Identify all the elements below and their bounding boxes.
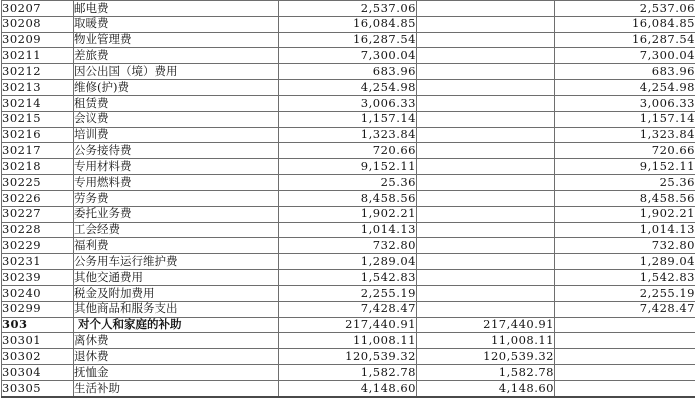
amount-1-cell: 1,323.84 <box>279 127 417 143</box>
code-cell: 30299 <box>2 301 74 317</box>
item-name-cell: 取暖费 <box>74 16 279 32</box>
item-name-cell: 离休费 <box>74 333 279 349</box>
amount-2-cell <box>417 80 555 96</box>
amount-1-cell: 732.80 <box>279 238 417 254</box>
amount-1-cell: 16,084.85 <box>279 16 417 32</box>
table-row <box>2 32 695 48</box>
amount-3-cell: 3,006.33 <box>555 95 695 111</box>
amount-2-cell: 1,582.78 <box>417 365 555 381</box>
amount-3-cell: 1,323.84 <box>555 127 695 143</box>
amount-2-cell <box>417 175 555 191</box>
amount-1-cell: 11,008.11 <box>279 333 417 349</box>
item-name-cell: 其他交通费用 <box>74 270 279 286</box>
table-row <box>2 80 695 96</box>
item-name-cell: 劳务费 <box>74 190 279 206</box>
code-cell: 30227 <box>2 206 74 222</box>
code-cell: 30228 <box>2 222 74 238</box>
table-row <box>2 64 695 80</box>
item-name-cell: 工会经费 <box>74 222 279 238</box>
item-name-cell: 物业管理费 <box>74 32 279 48</box>
amount-2-cell <box>417 222 555 238</box>
table-row <box>2 159 695 175</box>
amount-1-cell: 4,254.98 <box>279 80 417 96</box>
code-cell: 30225 <box>2 175 74 191</box>
amount-3-cell: 9,152.11 <box>555 159 695 175</box>
table-row <box>2 127 695 143</box>
amount-1-cell: 1,582.78 <box>279 365 417 381</box>
table-row <box>2 301 695 317</box>
table-row <box>2 16 695 32</box>
amount-3-cell: 7,428.47 <box>555 301 695 317</box>
table-body <box>2 1 695 398</box>
table-row <box>2 206 695 222</box>
amount-2-cell <box>417 143 555 159</box>
amount-1-cell: 7,300.04 <box>279 48 417 64</box>
amount-2-cell <box>417 190 555 206</box>
amount-3-cell: 1,014.13 <box>555 222 695 238</box>
table-row <box>2 222 695 238</box>
item-name-cell: 福利费 <box>74 238 279 254</box>
amount-3-cell <box>555 333 695 349</box>
item-name-cell: 邮电费 <box>74 1 279 17</box>
amount-1-cell: 7,428.47 <box>279 301 417 317</box>
amount-3-cell: 683.96 <box>555 64 695 80</box>
amount-3-cell: 16,287.54 <box>555 32 695 48</box>
amount-1-cell: 3,006.33 <box>279 95 417 111</box>
table-row <box>2 48 695 64</box>
table-row <box>2 254 695 270</box>
item-name-cell: 维修(护)费 <box>74 80 279 96</box>
code-cell: 30301 <box>2 333 74 349</box>
amount-1-cell: 8,458.56 <box>279 190 417 206</box>
amount-1-cell: 720.66 <box>279 143 417 159</box>
code-cell: 30214 <box>2 95 74 111</box>
item-name-cell: 差旅费 <box>74 48 279 64</box>
amount-2-cell <box>417 270 555 286</box>
amount-2-cell <box>417 206 555 222</box>
amount-3-cell: 732.80 <box>555 238 695 254</box>
item-name-cell: 培训费 <box>74 127 279 143</box>
amount-3-cell <box>555 365 695 381</box>
amount-2-cell <box>417 254 555 270</box>
amount-2-cell <box>417 16 555 32</box>
amount-3-cell: 1,542.83 <box>555 270 695 286</box>
code-cell: 30207 <box>2 1 74 17</box>
amount-2-cell: 120,539.32 <box>417 349 555 365</box>
amount-2-cell <box>417 301 555 317</box>
code-cell: 30229 <box>2 238 74 254</box>
amount-3-cell <box>555 317 695 333</box>
table-row <box>2 190 695 206</box>
code-cell: 30305 <box>2 380 74 397</box>
amount-2-cell <box>417 159 555 175</box>
amount-1-cell: 1,157.14 <box>279 111 417 127</box>
item-name-cell: 委托业务费 <box>74 206 279 222</box>
amount-1-cell: 683.96 <box>279 64 417 80</box>
item-name-cell: 专用燃料费 <box>74 175 279 191</box>
amount-1-cell: 25.36 <box>279 175 417 191</box>
amount-1-cell: 120,539.32 <box>279 349 417 365</box>
amount-1-cell: 4,148.60 <box>279 380 417 397</box>
amount-1-cell: 2,537.06 <box>279 1 417 17</box>
amount-3-cell: 1,289.04 <box>555 254 695 270</box>
amount-2-cell <box>417 32 555 48</box>
amount-1-cell: 2,255.19 <box>279 285 417 301</box>
table-row <box>2 349 695 365</box>
amount-3-cell <box>555 380 695 397</box>
item-name-cell: 专用材料费 <box>74 159 279 175</box>
code-cell: 30231 <box>2 254 74 270</box>
amount-1-cell: 1,542.83 <box>279 270 417 286</box>
code-cell: 30212 <box>2 64 74 80</box>
code-cell: 303 <box>2 317 74 333</box>
amount-2-cell: 4,148.60 <box>417 380 555 397</box>
amount-2-cell <box>417 127 555 143</box>
code-cell: 30208 <box>2 16 74 32</box>
item-name-cell: 公务用车运行维护费 <box>74 254 279 270</box>
table-row <box>2 238 695 254</box>
amount-3-cell: 1,902.21 <box>555 206 695 222</box>
code-cell: 30217 <box>2 143 74 159</box>
amount-3-cell: 7,300.04 <box>555 48 695 64</box>
amount-1-cell: 16,287.54 <box>279 32 417 48</box>
code-cell: 30240 <box>2 285 74 301</box>
code-cell: 30213 <box>2 80 74 96</box>
item-name-cell: 生活补助 <box>74 380 279 397</box>
item-name-cell: 退休费 <box>74 349 279 365</box>
table-row <box>2 95 695 111</box>
table-row <box>2 333 695 349</box>
code-cell: 30239 <box>2 270 74 286</box>
table-row <box>2 143 695 159</box>
amount-2-cell <box>417 64 555 80</box>
code-cell: 30218 <box>2 159 74 175</box>
item-name-cell: 对个人和家庭的补助 <box>74 317 279 333</box>
table-row <box>2 1 695 17</box>
amount-1-cell: 217,440.91 <box>279 317 417 333</box>
table-row <box>2 111 695 127</box>
table-row <box>2 380 695 397</box>
amount-1-cell: 1,014.13 <box>279 222 417 238</box>
amount-3-cell: 4,254.98 <box>555 80 695 96</box>
code-cell: 30215 <box>2 111 74 127</box>
item-name-cell: 租赁费 <box>74 95 279 111</box>
amount-2-cell <box>417 238 555 254</box>
table-row <box>2 317 695 333</box>
amount-3-cell: 1,157.14 <box>555 111 695 127</box>
amount-2-cell <box>417 95 555 111</box>
amount-1-cell: 9,152.11 <box>279 159 417 175</box>
item-name-cell: 因公出国（境）费用 <box>74 64 279 80</box>
code-cell: 30304 <box>2 365 74 381</box>
item-name-cell: 会议费 <box>74 111 279 127</box>
code-cell: 30209 <box>2 32 74 48</box>
expenditure-table <box>1 0 695 398</box>
amount-2-cell: 11,008.11 <box>417 333 555 349</box>
item-name-cell: 其他商品和服务支出 <box>74 301 279 317</box>
amount-3-cell: 16,084.85 <box>555 16 695 32</box>
amount-3-cell <box>555 349 695 365</box>
item-name-cell: 税金及附加费用 <box>74 285 279 301</box>
table-row <box>2 285 695 301</box>
table-row <box>2 270 695 286</box>
item-name-cell: 抚恤金 <box>74 365 279 381</box>
amount-2-cell <box>417 1 555 17</box>
code-cell: 30216 <box>2 127 74 143</box>
code-cell: 30226 <box>2 190 74 206</box>
amount-1-cell: 1,289.04 <box>279 254 417 270</box>
amount-3-cell: 25.36 <box>555 175 695 191</box>
amount-3-cell: 2,537.06 <box>555 1 695 17</box>
amount-3-cell: 8,458.56 <box>555 190 695 206</box>
amount-3-cell: 720.66 <box>555 143 695 159</box>
item-name-cell: 公务接待费 <box>74 143 279 159</box>
amount-2-cell <box>417 285 555 301</box>
amount-2-cell <box>417 111 555 127</box>
table-row <box>2 175 695 191</box>
table-row <box>2 365 695 381</box>
amount-2-cell <box>417 48 555 64</box>
amount-2-cell: 217,440.91 <box>417 317 555 333</box>
amount-1-cell: 1,902.21 <box>279 206 417 222</box>
code-cell: 30302 <box>2 349 74 365</box>
code-cell: 30211 <box>2 48 74 64</box>
amount-3-cell: 2,255.19 <box>555 285 695 301</box>
